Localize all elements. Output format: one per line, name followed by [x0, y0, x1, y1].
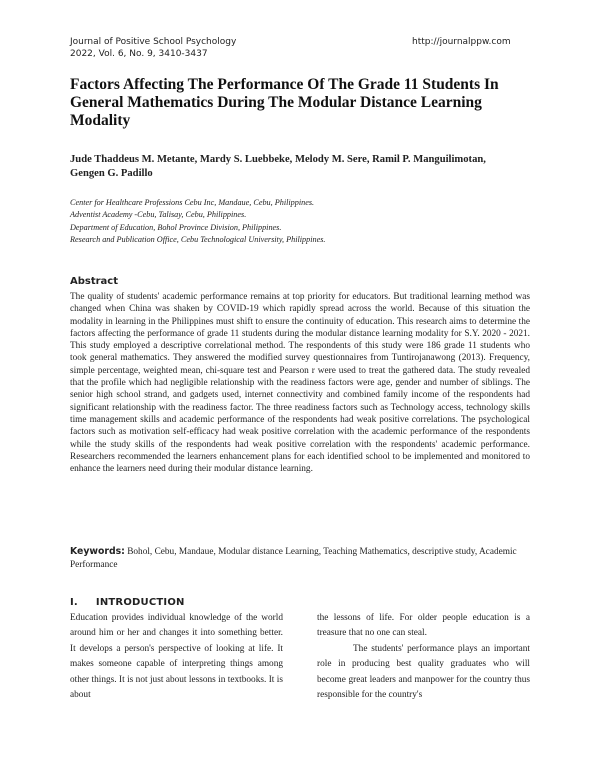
journal-name: Journal of Positive School Psychology [70, 37, 237, 47]
section-heading-introduction [70, 597, 185, 608]
affiliation: Center for Healthcare Professions Cebu Inc, Mandaue, Cebu, Philippines. [70, 198, 315, 207]
section-number: I. [70, 597, 78, 608]
intro-paragraph-continued: the lessons of life. For older people education is a treasure that no one can steal. [317, 613, 530, 639]
journal-url: http://journalppw.com [412, 37, 511, 47]
intro-paragraph: The students' performance plays an important role in producing best quality graduates who will become great leaders and manpower for the country thus responsible for the country's [317, 643, 530, 701]
affiliation: Department of Education, Bohol Province Division, Philippines. [70, 222, 282, 232]
keywords-label: Keywords: [70, 546, 125, 557]
affiliation-list [70, 197, 490, 246]
keywords-text: Bohol, Cebu, Mandaue, Modular distance Learning, Teaching Mathematics, descriptive study, Academic Performance [70, 547, 517, 570]
journal-volume: 2022, Vol. 6, No. 9, 3410-3437 [70, 49, 208, 59]
section-title: INTRODUCTION [95, 597, 185, 608]
paper-title: Factors Affecting The Performance Of The Grade 11 Students In General Mathematics During The Modular Distance Learning Modality [70, 76, 499, 129]
intro-column-left: Education provides individual knowledge of the world around him or her and changes it into something better. It develops a person's perspective of looking at life. It makes someone capable of interpreting things among other things. It is not just about lessons in textbooks. It is about [70, 613, 283, 701]
abstract-body: The quality of students' academic performance remains at top priority for educators. But traditional learning method was changed when China was shaken by COVID-19 which rapidly spread across the world. Because of this situation the modality in learning in the Philippines must shift to ensure the continuity of education. This research aims to determine the factors affecting the performance of grade 11 students during the modular distance learning modality for S.Y. 2020 - 2021. This study employed a descriptive correlational method. The respondents of this study were 186 grade 11 students who took general mathematics. They answered the modified survey questionnaires from Tuntirojanawong (2013). Frequency, simple percentage, weighted mean, chi-square test and Pearson r were used to treat the gathered data. The study revealed that the profile which had negligible relationship with the readiness factors were age, gender and number of siblings. The senior high school strand, and gadgets used, internet connectivity and combined family income of the respondents had significant relationship with the readiness factor. The three readiness factors such as Technology access, technology skills time management skills and academic performance of the respondents had weak positive correlations. The psychological factors such as motivation self-efficacy had weak positive correlation with the academic performance of the respondents while the study skills of the respondents had weak positive correlation with the respondents' academic performance. Researchers recommended the learners enhancement plans for each identified school to be implemented and monitored to enhance the learners need during their modular distance learning. [70, 292, 530, 475]
author-list: Jude Thaddeus M. Metante, Mardy S. Luebbeke, Melody M. Sere, Ramil P. Manguilimotan, Gengen G. Padillo [70, 154, 486, 179]
affiliation: Adventist Academy -Cebu, Talisay, Cebu, Philippines. [70, 210, 247, 220]
intro-column-right [317, 611, 530, 703]
abstract-heading: Abstract [70, 276, 119, 287]
keywords [70, 545, 520, 572]
affiliation: Research and Publication Office, Cebu Technological University, Philippines. [70, 234, 326, 244]
